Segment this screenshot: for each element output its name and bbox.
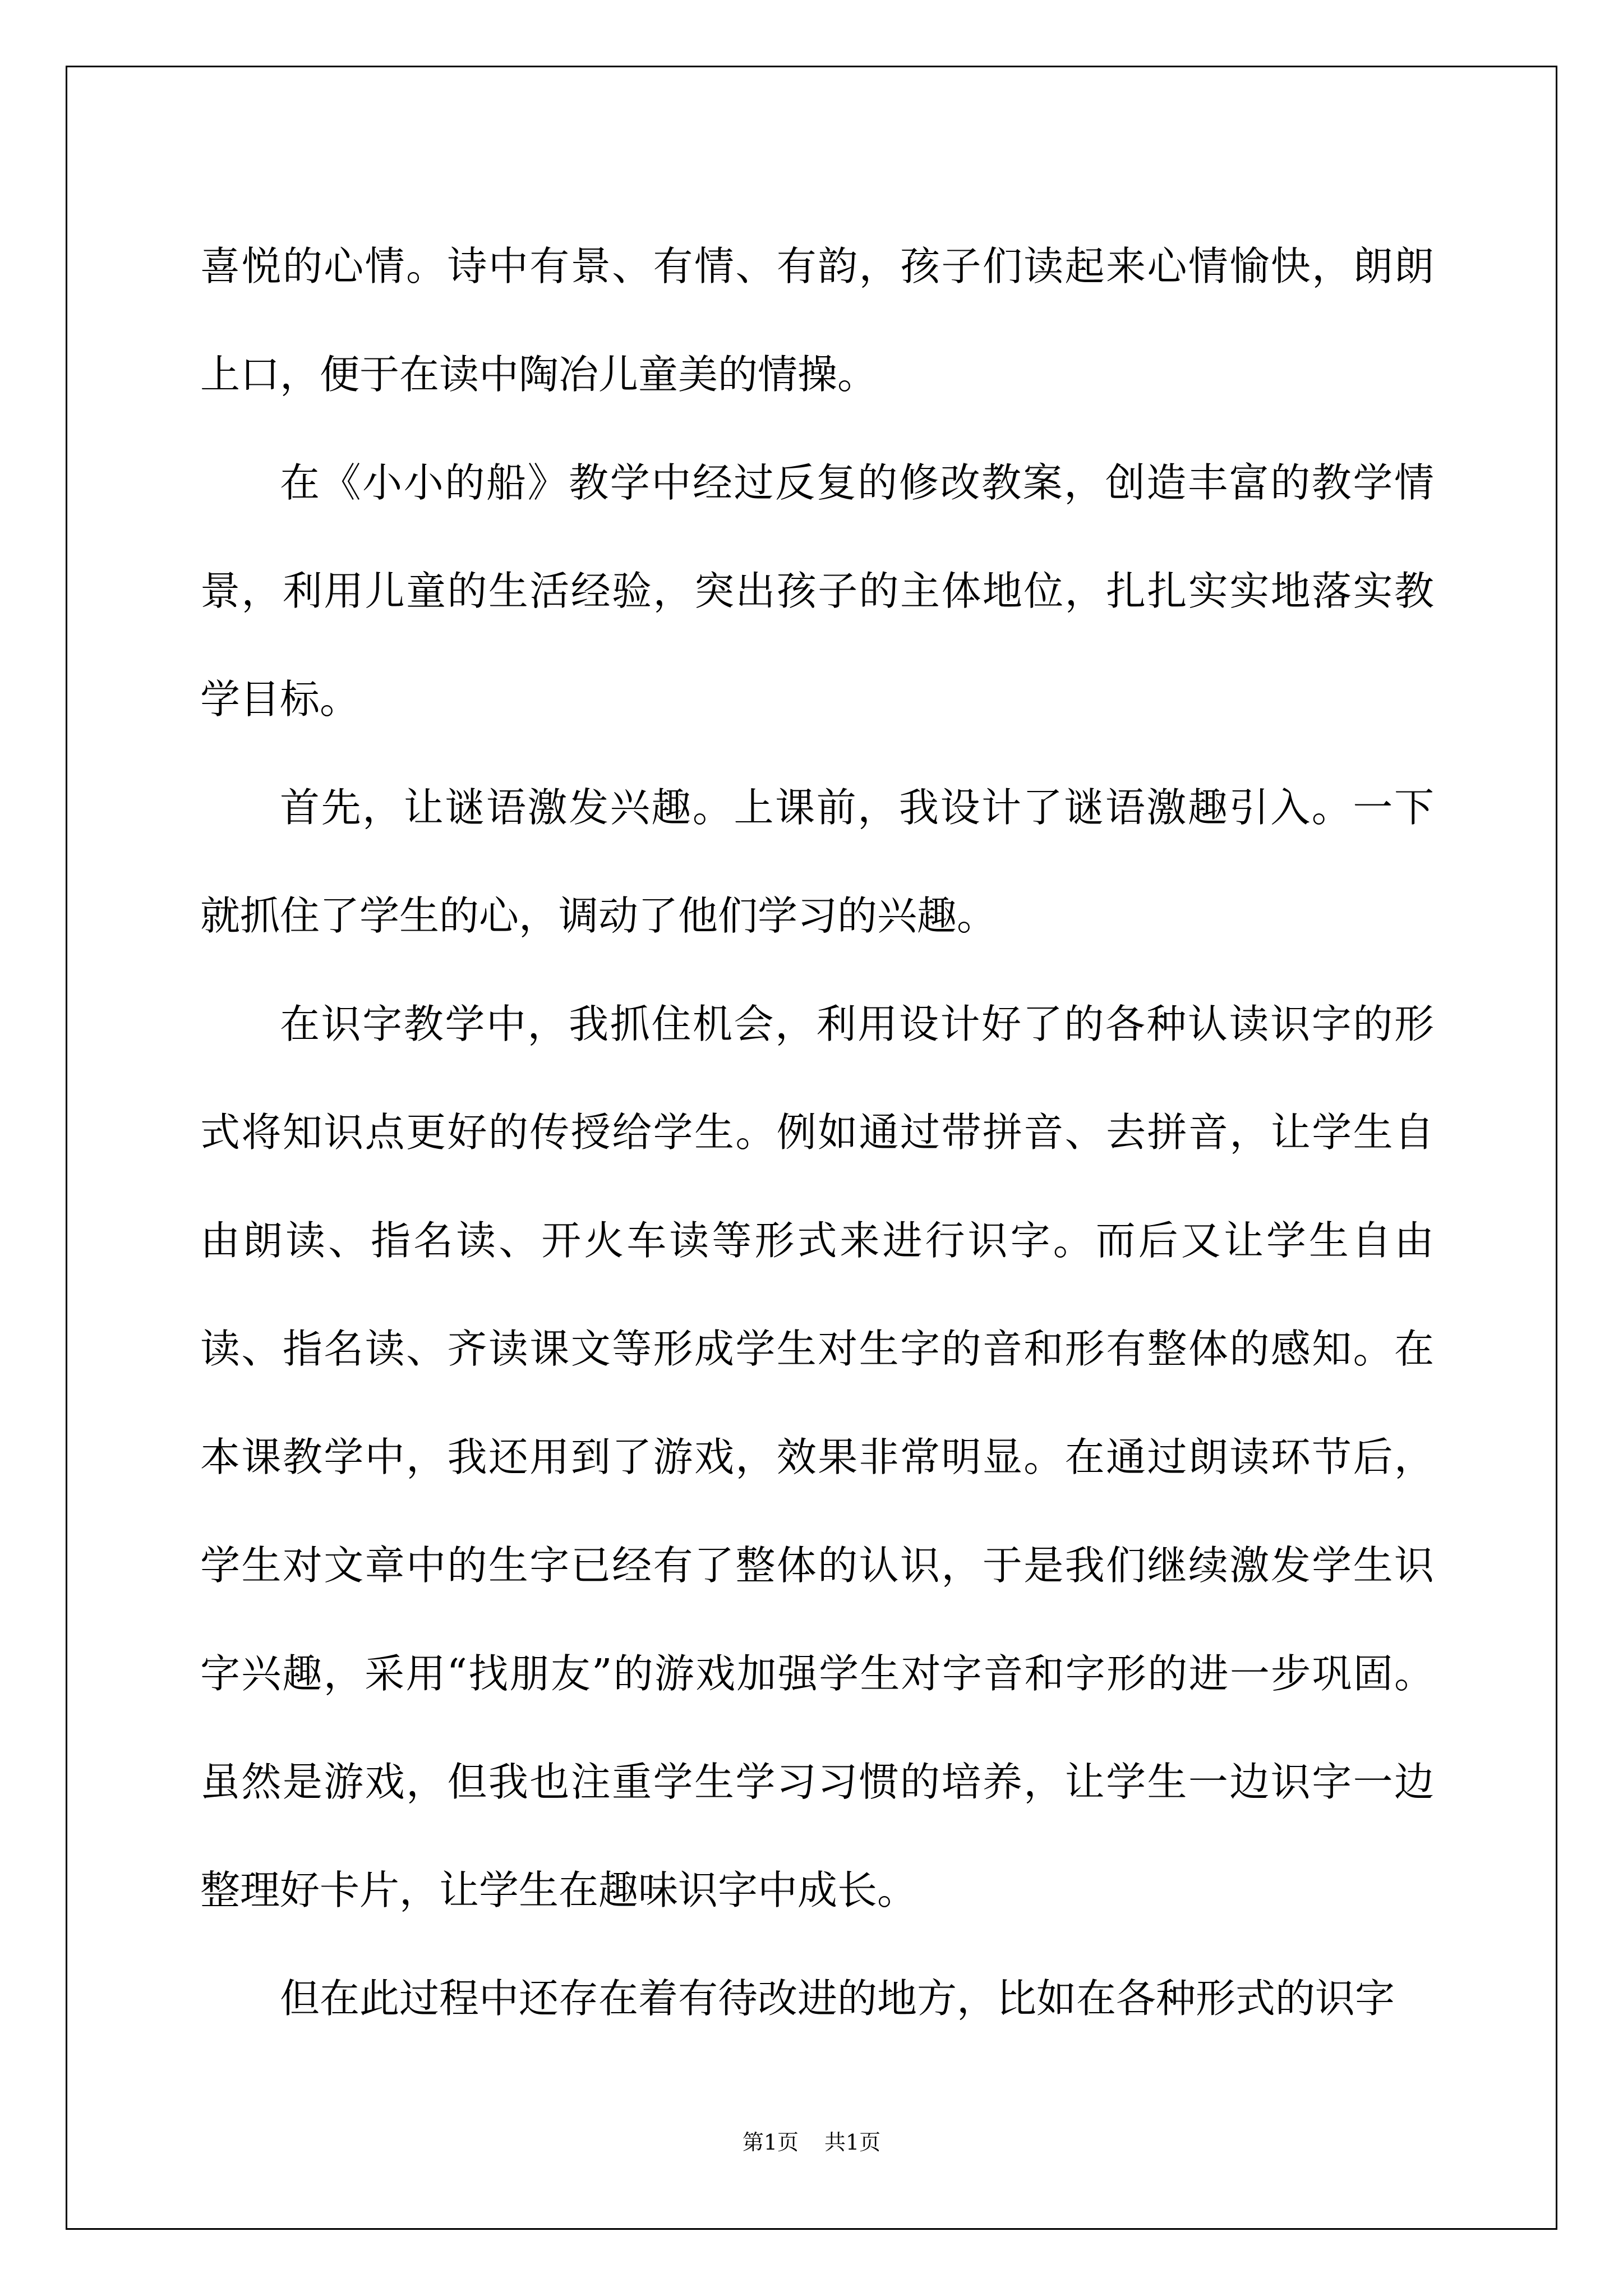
- paragraph-5: 但在此过程中还存在着有待改进的地方，比如在各种形式的识字: [280, 1975, 1395, 2022]
- paragraph-4: 在识字教学中，我抓住机会，利用设计好了的各种认读识字的形式将知识点更好的传授给学生。例如通过带拼音、去拼音，让学生自由朗读、指名读、开火车读等形式来进行识字。而后又让学生自由读、指名读、齐读课文等形成学生对生字的音和形有整体的感知。在本课教学中，我还用到了游戏，效果非常明显。在通过朗读环节后，学生对文章中的生字已经有了整体的认识，于是我们继续激发学生识字兴趣，采用“找朋友”的游戏加强学生对字音和字形的进一步巩固。虽然是游戏，但我也注重学生学习习惯的培养，让学生一边识字一边整理好卡片，让学生在趣味识字中成长。: [200, 1001, 1434, 1913]
- document-body: [200, 212, 1434, 2053]
- paragraph-1: 喜悦的心情。诗中有景、有情、有韵，孩子们读起来心情愉快，朗朗上口，便于在读中陶冶儿童美的情操。: [200, 243, 1434, 398]
- page-total: 共1页: [824, 2130, 881, 2155]
- paragraph-3: 首先，让谜语激发兴趣。上课前，我设计了谜语激趣引入。一下就抓住了学生的心，调动了他们学习的兴趣。: [200, 784, 1434, 939]
- page-footer: [0, 2125, 1623, 2156]
- paragraph-2: 在《小小的船》教学中经过反复的修改教案，创造丰富的教学情景，利用儿童的生活经验，突出孩子的主体地位，扎扎实实地落实教学目标。: [200, 459, 1434, 723]
- page-number: 第1页: [742, 2130, 799, 2155]
